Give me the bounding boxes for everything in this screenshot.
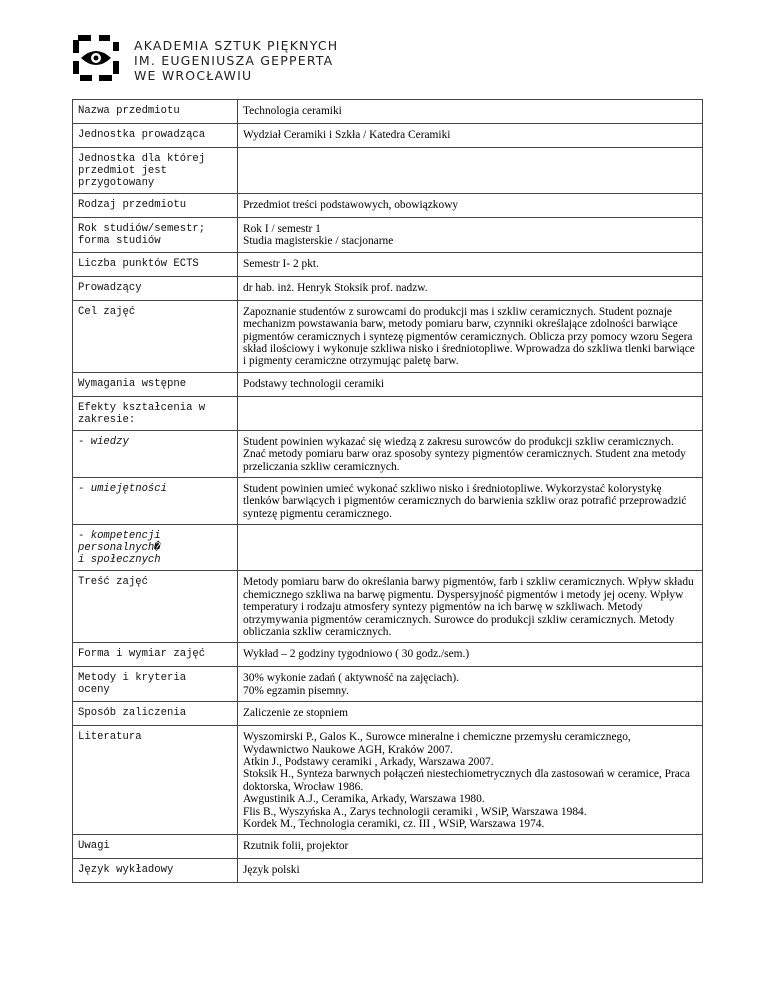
- table-row: [73, 430, 703, 477]
- row-label: Uwagi: [73, 835, 238, 859]
- row-label: Jednostka dla której przedmiot jest przygotowany: [73, 148, 238, 194]
- row-label: Forma i wymiar zajęć: [73, 643, 238, 667]
- row-label: Liczba punktów ECTS: [73, 252, 238, 276]
- row-value: Przedmiot treści podstawowych, obowiązkowy: [238, 194, 703, 218]
- table-row: [73, 525, 703, 571]
- row-label: Prowadzący: [73, 276, 238, 300]
- table-row: [73, 252, 703, 276]
- row-label: Literatura: [73, 726, 238, 835]
- row-value: Podstawy technologii ceramiki: [238, 372, 703, 396]
- row-value: Wykład – 2 godziny tygodniowo ( 30 godz./sem.): [238, 643, 703, 667]
- row-label: Metody i kryteria oceny: [73, 667, 238, 702]
- course-info-table: [72, 99, 703, 883]
- row-value: Student powinien umieć wykonać szkliwo nisko i średniotopliwe. Wykorzystać kolorystykę tlenków barwiących i pigmentów ceramicznych do barwienia szkliw oraz potrafić przeprowadzić syntezę pigmentu ceramicznego.: [238, 478, 703, 525]
- row-value: Technologia ceramiki: [238, 100, 703, 124]
- table-row: [73, 643, 703, 667]
- row-value: Wydział Ceramiki i Szkła / Katedra Ceramiki: [238, 124, 703, 148]
- row-value: Rok I / semestr 1 Studia magisterskie / stacjonarne: [238, 218, 703, 253]
- row-value: Rzutnik folii, projektor: [238, 835, 703, 859]
- row-label: Język wykładowy: [73, 859, 238, 883]
- table-row: [73, 372, 703, 396]
- row-value: Wyszomirski P., Galos K., Surowce mineralne i chemiczne przemysłu ceramicznego, Wydawnictwo Naukowe AGH, Kraków 2007. Atkin J., Podstawy ceramiki , Arkady, Warszawa 2007. Stoksik H., Synteza barwnych połączeń niestechiometrycznych dla zastosowań w ceramice, Praca doktorska, Wrocław 1986. Awgustinik A.J., Ceramika, Arkady, Warszawa 1980. Flis B., Wyszyńska A., Zarys technologii ceramiki , WSiP, Warszawa 1984. Kordek M., Technologia ceramiki, cz. III , WSiP, Warszawa 1974.: [238, 726, 703, 835]
- row-label: Wymagania wstępne: [73, 372, 238, 396]
- table-row: [73, 194, 703, 218]
- row-value: [238, 396, 703, 430]
- row-label: Jednostka prowadząca: [73, 124, 238, 148]
- table-row: [73, 571, 703, 643]
- row-value: Zaliczenie ze stopniem: [238, 702, 703, 726]
- institution-name-line2: IM. EUGENIUSZA GEPPERTA: [134, 53, 334, 68]
- institution-name-line3: WE WROCŁAWIU: [134, 68, 253, 83]
- row-label: - kompetencji personalnych� i społecznych: [73, 525, 238, 571]
- row-label: - wiedzy: [73, 430, 238, 477]
- row-label: Rok studiów/semestr; forma studiów: [73, 218, 238, 253]
- row-value: Student powinien wykazać się wiedzą z zakresu surowców do produkcji szkliw ceramicznych. Znać metody pomiaru barw oraz sposoby syntezy pigmentów ceramicznych. Student zna metody przeliczania szkliw ceramicznych.: [238, 430, 703, 477]
- table-row: [73, 396, 703, 430]
- table-row: [73, 276, 703, 300]
- table-row: [73, 478, 703, 525]
- table-row: [73, 702, 703, 726]
- institution-header: [72, 34, 472, 82]
- row-label: Sposób zaliczenia: [73, 702, 238, 726]
- table-row: [73, 218, 703, 253]
- table-row: [73, 148, 703, 194]
- row-value: Język polski: [238, 859, 703, 883]
- row-label: - umiejętności: [73, 478, 238, 525]
- table-row: [73, 835, 703, 859]
- row-value: [238, 525, 703, 571]
- row-label: Efekty kształcenia w zakresie:: [73, 396, 238, 430]
- row-value: dr hab. inż. Henryk Stoksik prof. nadzw.: [238, 276, 703, 300]
- table-row: [73, 667, 703, 702]
- eye-in-frame-icon: [72, 34, 120, 82]
- row-value: Metody pomiaru barw do określania barwy pigmentów, farb i szkliw ceramicznych. Wpływ składu chemicznego szkliwa na barwę pigmentu. Dyspersyjność pigmentów i metody jej oceny. Wpływ temperatury i rodzaju atmosfery syntezy pigmentów na ich barwę w szkliwach. Metody otrzymywania pigmentów ceramicznych. Surowce do produkcji szkliw ceramicznych. Metody obliczania szkliw ceramicznych.: [238, 571, 703, 643]
- row-value: 30% wykonie zadań ( aktywność na zajęciach). 70% egzamin pisemny.: [238, 667, 703, 702]
- row-label: Nazwa przedmiotu: [73, 100, 238, 124]
- institution-name-line1: AKADEMIA SZTUK PIĘKNYCH: [134, 38, 339, 53]
- table-row: [73, 859, 703, 883]
- institution-name: [134, 38, 338, 83]
- row-value: Zapoznanie studentów z surowcami do produkcji mas i szkliw ceramicznych. Student poznaje mechanizm powstawania barw, metody pomiaru barw, czynniki określające zdolności barwiące pigmentów ceramicznych i syntezę pigmentów ceramicznych. Oblicza przy pomocy wzoru Segera skład ilościowy i wykonuje szkliwa nisko i średniotopliwe. Wprowadza do szkliwa tlenki barwiące i pigmenty ceramiczne otrzymując paletę barw.: [238, 300, 703, 372]
- row-value: [238, 148, 703, 194]
- row-label: Treść zajęć: [73, 571, 238, 643]
- table-row: [73, 300, 703, 372]
- table-row: [73, 100, 703, 124]
- row-value: Semestr I- 2 pkt.: [238, 252, 703, 276]
- table-row: [73, 726, 703, 835]
- row-label: Rodzaj przedmiotu: [73, 194, 238, 218]
- row-label: Cel zajęć: [73, 300, 238, 372]
- table-row: [73, 124, 703, 148]
